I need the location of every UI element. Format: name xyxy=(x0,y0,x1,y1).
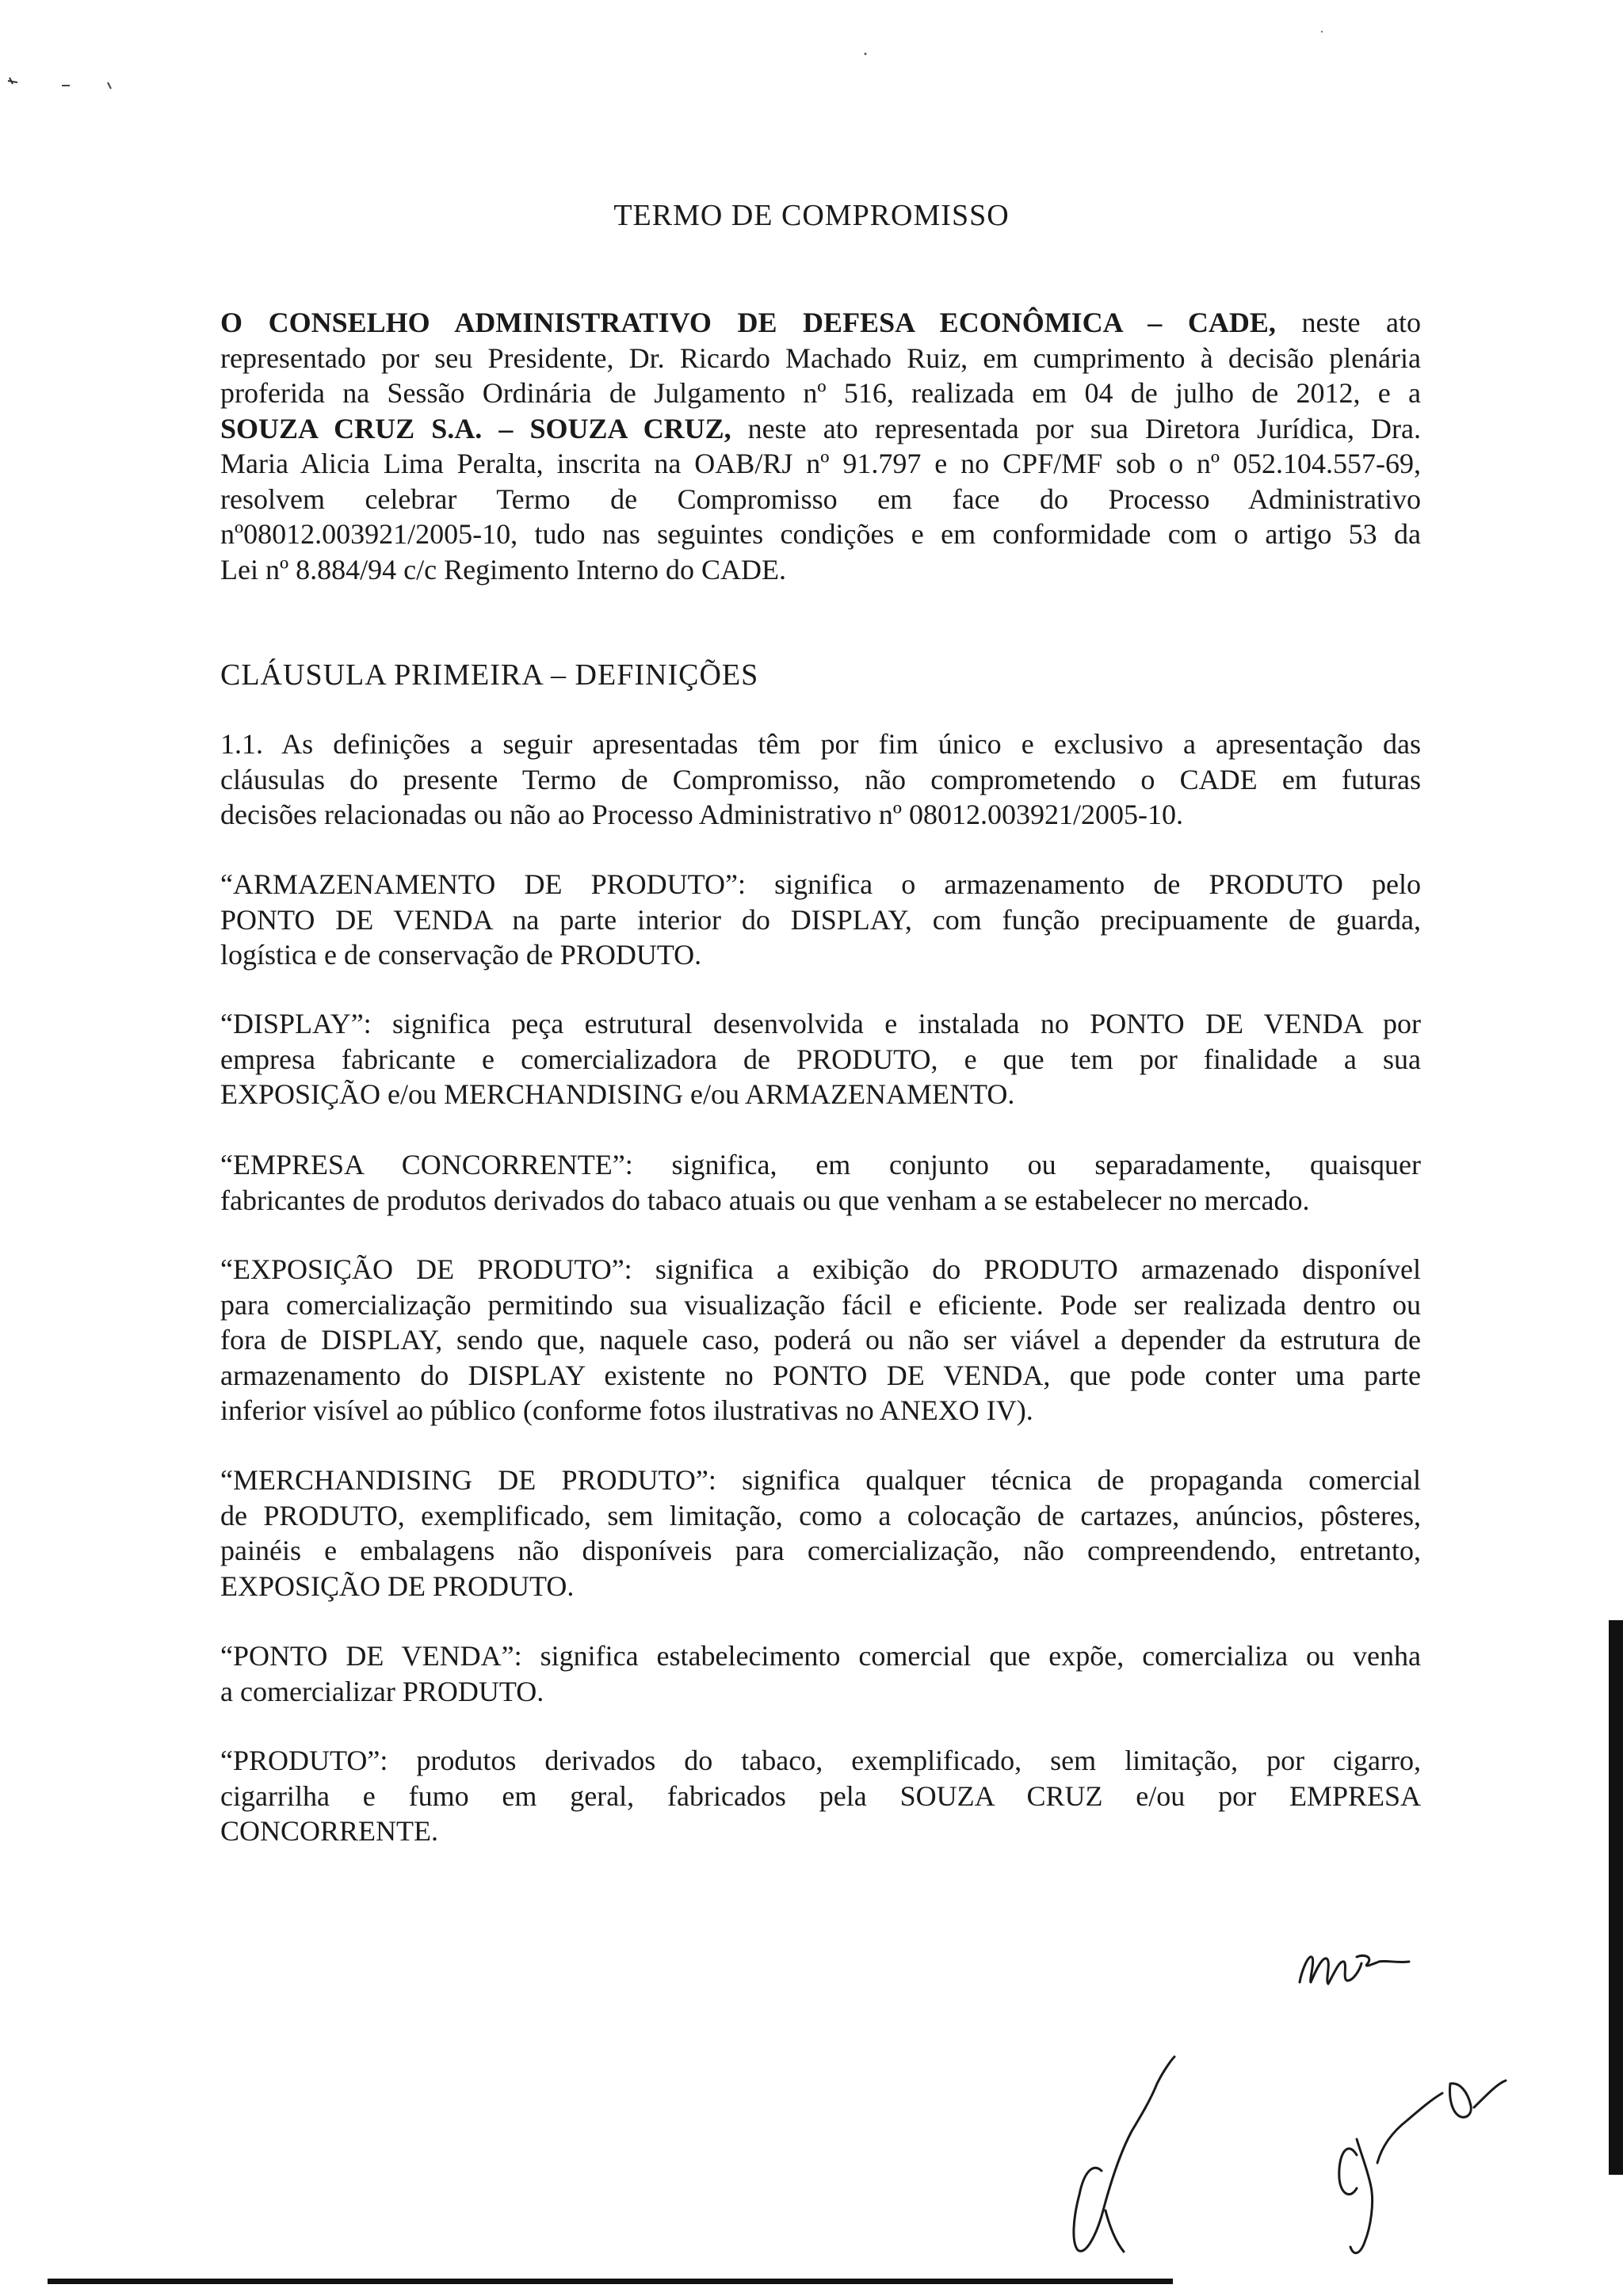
def-exposicao-line-5: inferior visível ao público (conforme fotos ilustrativas no ANEXO IV). xyxy=(220,1394,1033,1426)
intro-line-7: nº08012.003921/2005-10, tudo nas seguintes condições e em conformidade com o artigo 53 da xyxy=(220,518,1421,550)
intro-line-6: resolvem celebrar Termo de Compromisso em face do Processo Administrativo xyxy=(220,482,1421,515)
p11-line-3: decisões relacionadas ou não ao Processo Administrativo nº 08012.003921/2005-10. xyxy=(220,799,1183,830)
def-empresa-line-1-rest: significa, em conjunto ou separadamente, quaisquer xyxy=(632,1149,1421,1180)
scan-bottom-edge xyxy=(48,2279,1173,2284)
def-produto-line-1-rest: produtos derivados do tabaco, exemplificado, sem limitação, por cigarro, xyxy=(388,1745,1421,1776)
signature-left xyxy=(1074,2057,1174,2252)
intro-line-1 xyxy=(220,305,1421,341)
def-armazenamento-line-1-rest: significa o armazenamento de PRODUTO pelo xyxy=(745,868,1421,900)
clause-heading: CLÁUSULA PRIMEIRA – DEFINIÇÕES xyxy=(220,658,759,692)
definition-exposicao xyxy=(220,1252,1421,1428)
scan-edge-bar xyxy=(1609,1620,1623,2175)
def-produto-line-3: CONCORRENTE. xyxy=(220,1815,439,1847)
intro-line-4-rest: neste ato representada por sua Diretora Jurídica, Dra. xyxy=(731,412,1422,444)
intro-line-3: proferida na Sessão Ordinária de Julgamento nº 516, realizada em 04 de julho de 2012, e a xyxy=(220,377,1421,409)
def-display-line-3: EXPOSIÇÃO e/ou MERCHANDISING e/ou ARMAZENAMENTO. xyxy=(220,1078,1015,1110)
definition-armazenamento xyxy=(220,867,1421,973)
def-empresa-line-1 xyxy=(220,1147,1421,1183)
intro-line-8: Lei nº 8.884/94 c/c Regimento Interno do CADE. xyxy=(220,553,787,585)
def-display-line-1-rest: significa peça estrutural desenvolvida e instalada no PONTO DE VENDA por xyxy=(371,1008,1421,1039)
def-exposicao-line-1-rest: significa a exibição do PRODUTO armazenado disponível xyxy=(632,1253,1421,1285)
paragraph-1-1 xyxy=(220,727,1421,833)
intro-line-4 xyxy=(220,411,1421,447)
intro-line-1-rest: neste ato xyxy=(1275,307,1421,338)
def-armazenamento-line-3: logística e de conservação de PRODUTO. xyxy=(220,939,702,971)
intro-paragraph xyxy=(220,305,1421,587)
p11-line-2: cláusulas do presente Termo de Compromisso, não comprometendo o CADE em futuras xyxy=(220,763,1421,795)
def-display-line-1 xyxy=(220,1006,1421,1042)
def-exposicao-line-2: para comercialização permitindo sua visualização fácil e eficiente. Pode ser realizada dentro ou xyxy=(220,1288,1421,1321)
scan-specks xyxy=(0,0,1623,158)
signature-right xyxy=(1339,2081,1506,2253)
def-empresa-term: “EMPRESA CONCORRENTE”: xyxy=(220,1149,633,1180)
def-empresa-line-2: fabricantes de produtos derivados do tabaco atuais ou que venham a se estabelecer no mercado. xyxy=(220,1184,1310,1216)
def-exposicao-line-1 xyxy=(220,1252,1421,1287)
def-merchandising-line-2: de PRODUTO, exemplificado, sem limitação, como a colocação de cartazes, anúncios, pôsteres, xyxy=(220,1499,1421,1531)
def-merchandising-line-1-rest: significa qualquer técnica de propaganda comercial xyxy=(716,1464,1422,1496)
def-ponto-line-1-rest: significa estabelecimento comercial que expõe, comercializa ou venha xyxy=(521,1640,1421,1672)
def-armazenamento-term: “ARMAZENAMENTO DE PRODUTO”: xyxy=(220,868,746,900)
def-exposicao-line-4: armazenamento do DISPLAY existente no PONTO DE VENDA, que pode conter uma parte xyxy=(220,1359,1421,1391)
def-ponto-line-1 xyxy=(220,1638,1421,1674)
def-display-term: “DISPLAY”: xyxy=(220,1008,372,1039)
definition-produto xyxy=(220,1743,1421,1849)
def-armazenamento-line-2: PONTO DE VENDA na parte interior do DISPLAY, com função precipuamente de guarda, xyxy=(220,903,1421,936)
def-merchandising-term: “MERCHANDISING DE PRODUTO”: xyxy=(220,1464,716,1496)
document-title: TERMO DE COMPROMISSO xyxy=(613,199,1010,232)
def-ponto-term: “PONTO DE VENDA”: xyxy=(220,1640,522,1672)
intro-line-5: Maria Alicia Lima Peralta, inscrita na OAB/RJ nº 91.797 e no CPF/MF sob o nº 052.104.557-69, xyxy=(220,448,1421,479)
definition-display xyxy=(220,1006,1421,1112)
def-exposicao-term: “EXPOSIÇÃO DE PRODUTO”: xyxy=(220,1253,632,1285)
definition-empresa-concorrente xyxy=(220,1147,1421,1218)
initial-mc-signature xyxy=(1300,1955,1409,1984)
def-merchandising-line-4: EXPOSIÇÃO DE PRODUTO. xyxy=(220,1569,575,1602)
def-display-line-2: empresa fabricante e comercializadora de PRODUTO, e que tem por finalidade a sua xyxy=(220,1043,1421,1075)
definition-merchandising xyxy=(220,1463,1421,1604)
def-produto-line-1 xyxy=(220,1743,1421,1779)
def-produto-line-2: cigarrilha e fumo em geral, fabricados pela SOUZA CRUZ e/ou por EMPRESA xyxy=(220,1779,1421,1812)
def-ponto-line-2: a comercializar PRODUTO. xyxy=(220,1675,544,1707)
p11-line-1: 1.1. As definições a seguir apresentadas têm por fim único e exclusivo a apresentação das xyxy=(220,728,1421,760)
def-merchandising-line-3: painéis e embalagens não disponíveis para comercialização, não compreendendo, entretanto, xyxy=(220,1535,1421,1566)
souza-cruz-name: SOUZA CRUZ S.A. – SOUZA CRUZ, xyxy=(220,412,731,444)
definition-ponto-de-venda xyxy=(220,1638,1421,1709)
intro-line-2: representado por seu Presidente, Dr. Ricardo Machado Ruiz, em cumprimento à decisão plenária xyxy=(220,341,1421,374)
def-merchandising-line-1 xyxy=(220,1463,1421,1498)
def-armazenamento-line-1 xyxy=(220,867,1421,902)
def-produto-term: “PRODUTO”: xyxy=(220,1745,388,1776)
cade-name: O CONSELHO ADMINISTRATIVO DE DEFESA ECONÔMICA – CADE, xyxy=(220,307,1276,338)
def-exposicao-line-3: fora de DISPLAY, sendo que, naquele caso, poderá ou não ser viável a depender da estrutura de xyxy=(220,1324,1421,1356)
